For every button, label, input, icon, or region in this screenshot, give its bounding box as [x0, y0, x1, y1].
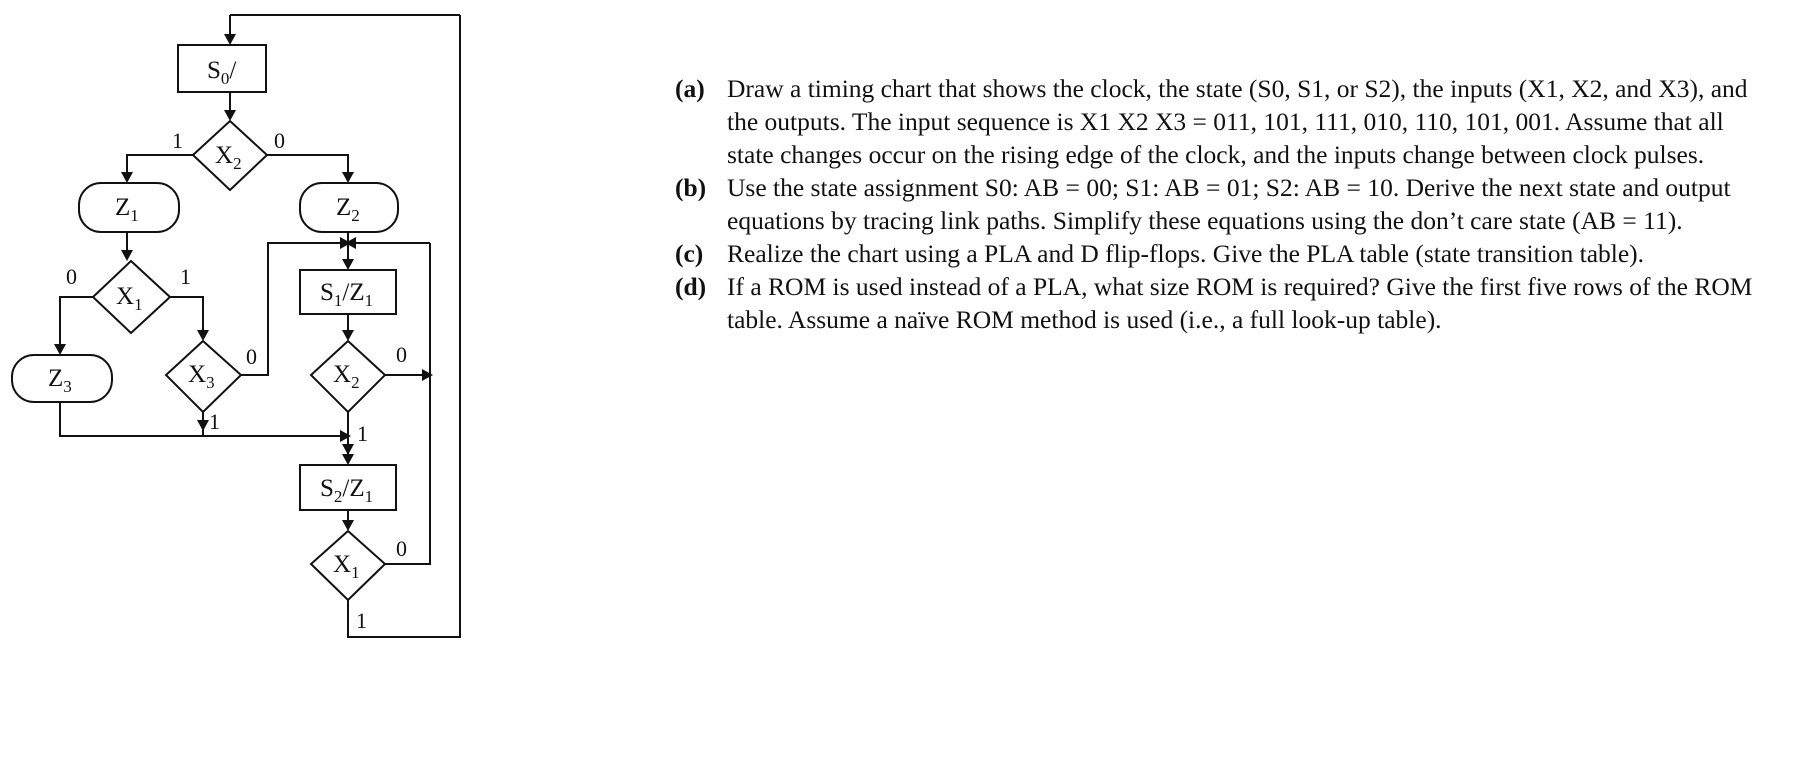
question-item: [675, 171, 1775, 237]
branch-label: 1: [356, 608, 367, 633]
branch-label: 0: [396, 342, 407, 367]
branch-label: 1: [180, 264, 191, 289]
question-text: If a ROM is used instead of a PLA, what size ROM is required? Give the first five rows of the ROM table. Assume a naïve ROM method is used (i.e., a full look-up table).: [727, 272, 1753, 334]
question-letter: (d): [675, 272, 707, 301]
branch-label: 0: [66, 264, 77, 289]
question-text: Draw a timing chart that shows the clock, the state (S0, S1, or S2), the inputs (X1, X2, and X3), and the outputs. The input sequence is X1 X2 X3 = 011, 101, 111, 010, 110, 101, 001. Assume that all state changes occur on the rising edge of the clock, and the inputs change between clock pulses.: [727, 74, 1748, 169]
state-s1-label: $S_1/Z_1$: [320, 279, 374, 310]
cond-output-z2-label: $Z_2$: [336, 194, 360, 225]
question-item: [675, 237, 1775, 270]
decision-x2-mid-label: $X_2$: [333, 361, 360, 392]
question-text: Realize the chart using a PLA and D flip-flops. Give the PLA table (state transition table).: [727, 239, 1645, 268]
decision-x3-label: $X_3$: [188, 361, 215, 392]
question-letter: (a): [675, 74, 705, 103]
question-item: [675, 72, 1775, 171]
question-item: [675, 270, 1775, 336]
cond-output-z1-label: $Z_1$: [115, 194, 139, 225]
sm-chart: [0, 0, 560, 757]
decision-x1-left-label: $X_1$: [116, 283, 143, 314]
decision-x1-bottom-label: $X_1$: [333, 551, 360, 582]
decision-x2-top-label: $X_2$: [215, 142, 242, 173]
branch-label: 1: [357, 421, 368, 446]
question-list: [675, 72, 1775, 336]
branch-label: 0: [246, 344, 257, 369]
branch-label: 1: [172, 128, 183, 153]
question-text: Use the state assignment S0: AB = 00; S1: AB = 01; S2: AB = 10. Derive the next state and output equations by tracing link paths. Simplify these equations using the don’t care state (AB = 11).: [727, 173, 1731, 235]
branch-label: 0: [396, 536, 407, 561]
state-s0-label: $S_0/$: [207, 57, 237, 88]
branch-label: 1: [209, 409, 220, 434]
cond-output-z3-label: $Z_3$: [48, 365, 72, 396]
question-letter: (b): [675, 173, 707, 202]
branch-label: 0: [274, 128, 285, 153]
state-s2-label: $S_2/Z_1$: [320, 475, 374, 506]
question-letter: (c): [675, 239, 704, 268]
